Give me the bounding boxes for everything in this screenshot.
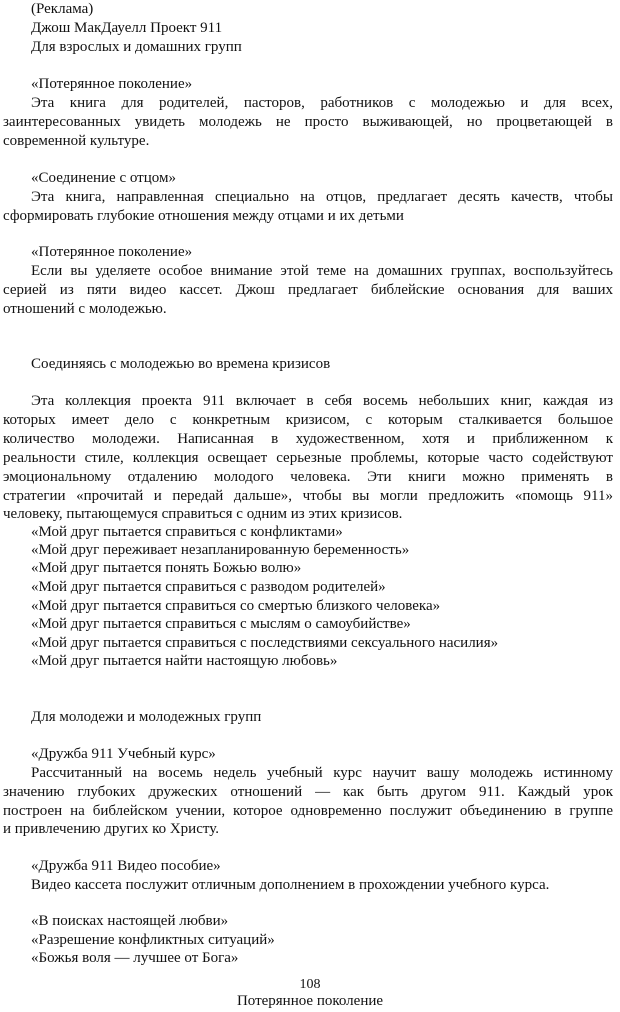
crisis-line-5: эмоциональному отдалению молодого человека. Эти книги можно применять в bbox=[3, 469, 613, 485]
book1-line-2: заинтересованных увидеть молодежь не просто выживающей, но процветающей в bbox=[3, 114, 613, 130]
book3-line-2: серией из пяти видео кассет. Джош предлагает библейские основания для ваших bbox=[3, 282, 613, 298]
crisis-book-title: «Мой друг пытается справиться с разводом родителей» bbox=[31, 579, 386, 595]
more-title: «В поисках настоящей любви» bbox=[31, 913, 229, 929]
course-line-3: построен на библейском учении, которое одновременно послужит объединению в группе bbox=[3, 803, 613, 819]
crisis-line-6: стратегии «прочитай и передай дальше», чтобы вы могли предложить «помощь 911» bbox=[3, 488, 613, 504]
course-line-2: значению глубоких дружеских отношений — как быть другом 911. Каждый урок bbox=[3, 784, 613, 800]
crisis-book-title: «Мой друг пытается найти настоящую любовь» bbox=[31, 653, 338, 669]
video-title: «Дружба 911 Видео пособие» bbox=[31, 858, 221, 874]
ad-label: (Реклама) bbox=[31, 1, 94, 17]
crisis-line-7: человеку, пытающемуся справиться с одним из этих кризисов. bbox=[3, 506, 403, 522]
book2-line-2: сформировать глубокие отношения между отцами и их детьми bbox=[3, 208, 404, 224]
course-title: «Дружба 911 Учебный курс» bbox=[31, 746, 216, 762]
crisis-heading: Соединяясь с молодежью во времена кризисов bbox=[31, 356, 331, 372]
crisis-line-3: количество молодежи. Написанная в художественном, хотя и приближенном к bbox=[3, 431, 613, 447]
more-title: «Разрешение конфликтных ситуаций» bbox=[31, 932, 275, 948]
crisis-line-2: которых имеет дело с конкретным кризисом, с которым сталкивается большое bbox=[3, 412, 613, 428]
book2-title: «Соединение с отцом» bbox=[31, 170, 176, 186]
more-title: «Божья воля — лучшее от Бога» bbox=[31, 950, 239, 966]
page-number: 108 bbox=[299, 977, 321, 992]
book1-title: «Потерянное поколение» bbox=[31, 76, 193, 92]
crisis-line-4: реальности стиле, коллекция освещает серьезные проблемы, которые часто содействуют bbox=[3, 450, 613, 466]
crisis-book-title: «Мой друг пытается справиться с конфликтами» bbox=[31, 524, 343, 540]
video-line: Видео кассета послужит отличным дополнением в прохождении учебного курса. bbox=[31, 877, 550, 893]
project-title: Джош МакДауелл Проект 911 bbox=[31, 20, 223, 36]
book3-title: «Потерянное поколение» bbox=[31, 244, 193, 260]
crisis-book-title: «Мой друг пытается справиться с мыслям о самоубийстве» bbox=[31, 616, 411, 632]
running-footer-title: Потерянное поколение bbox=[236, 993, 384, 1009]
youth-heading: Для молодежи и молодежных групп bbox=[31, 709, 262, 725]
crisis-book-title: «Мой друг переживает незапланированную беременность» bbox=[31, 542, 410, 558]
audience-label: Для взрослых и домашних групп bbox=[31, 39, 242, 55]
crisis-line-1: Эта коллекция проекта 911 включает в себя восемь небольших книг, каждая из bbox=[31, 393, 613, 409]
course-line-1: Рассчитанный на восемь недель учебный курс научит вашу молодежь истинному bbox=[31, 765, 613, 781]
book1-line-3: современной культуре. bbox=[3, 133, 150, 149]
book3-line-3: отношений с молодежью. bbox=[3, 301, 167, 317]
crisis-book-title: «Мой друг пытается справиться со смертью близкого человека» bbox=[31, 598, 441, 614]
crisis-book-title: «Мой друг пытается справиться с последствиями сексуального насилия» bbox=[31, 635, 499, 651]
book3-line-1: Если вы уделяете особое внимание этой теме на домашних группах, воспользуйтесь bbox=[31, 263, 613, 279]
book1-line-1: Эта книга для родителей, пасторов, работников с молодежью и для всех, bbox=[31, 95, 613, 111]
crisis-book-title: «Мой друг пытается понять Божью волю» bbox=[31, 560, 302, 576]
course-line-4: и привлечению других ко Христу. bbox=[3, 821, 219, 837]
book2-line-1: Эта книга, направленная специально на отцов, предлагает десять качеств, чтобы bbox=[31, 189, 613, 205]
